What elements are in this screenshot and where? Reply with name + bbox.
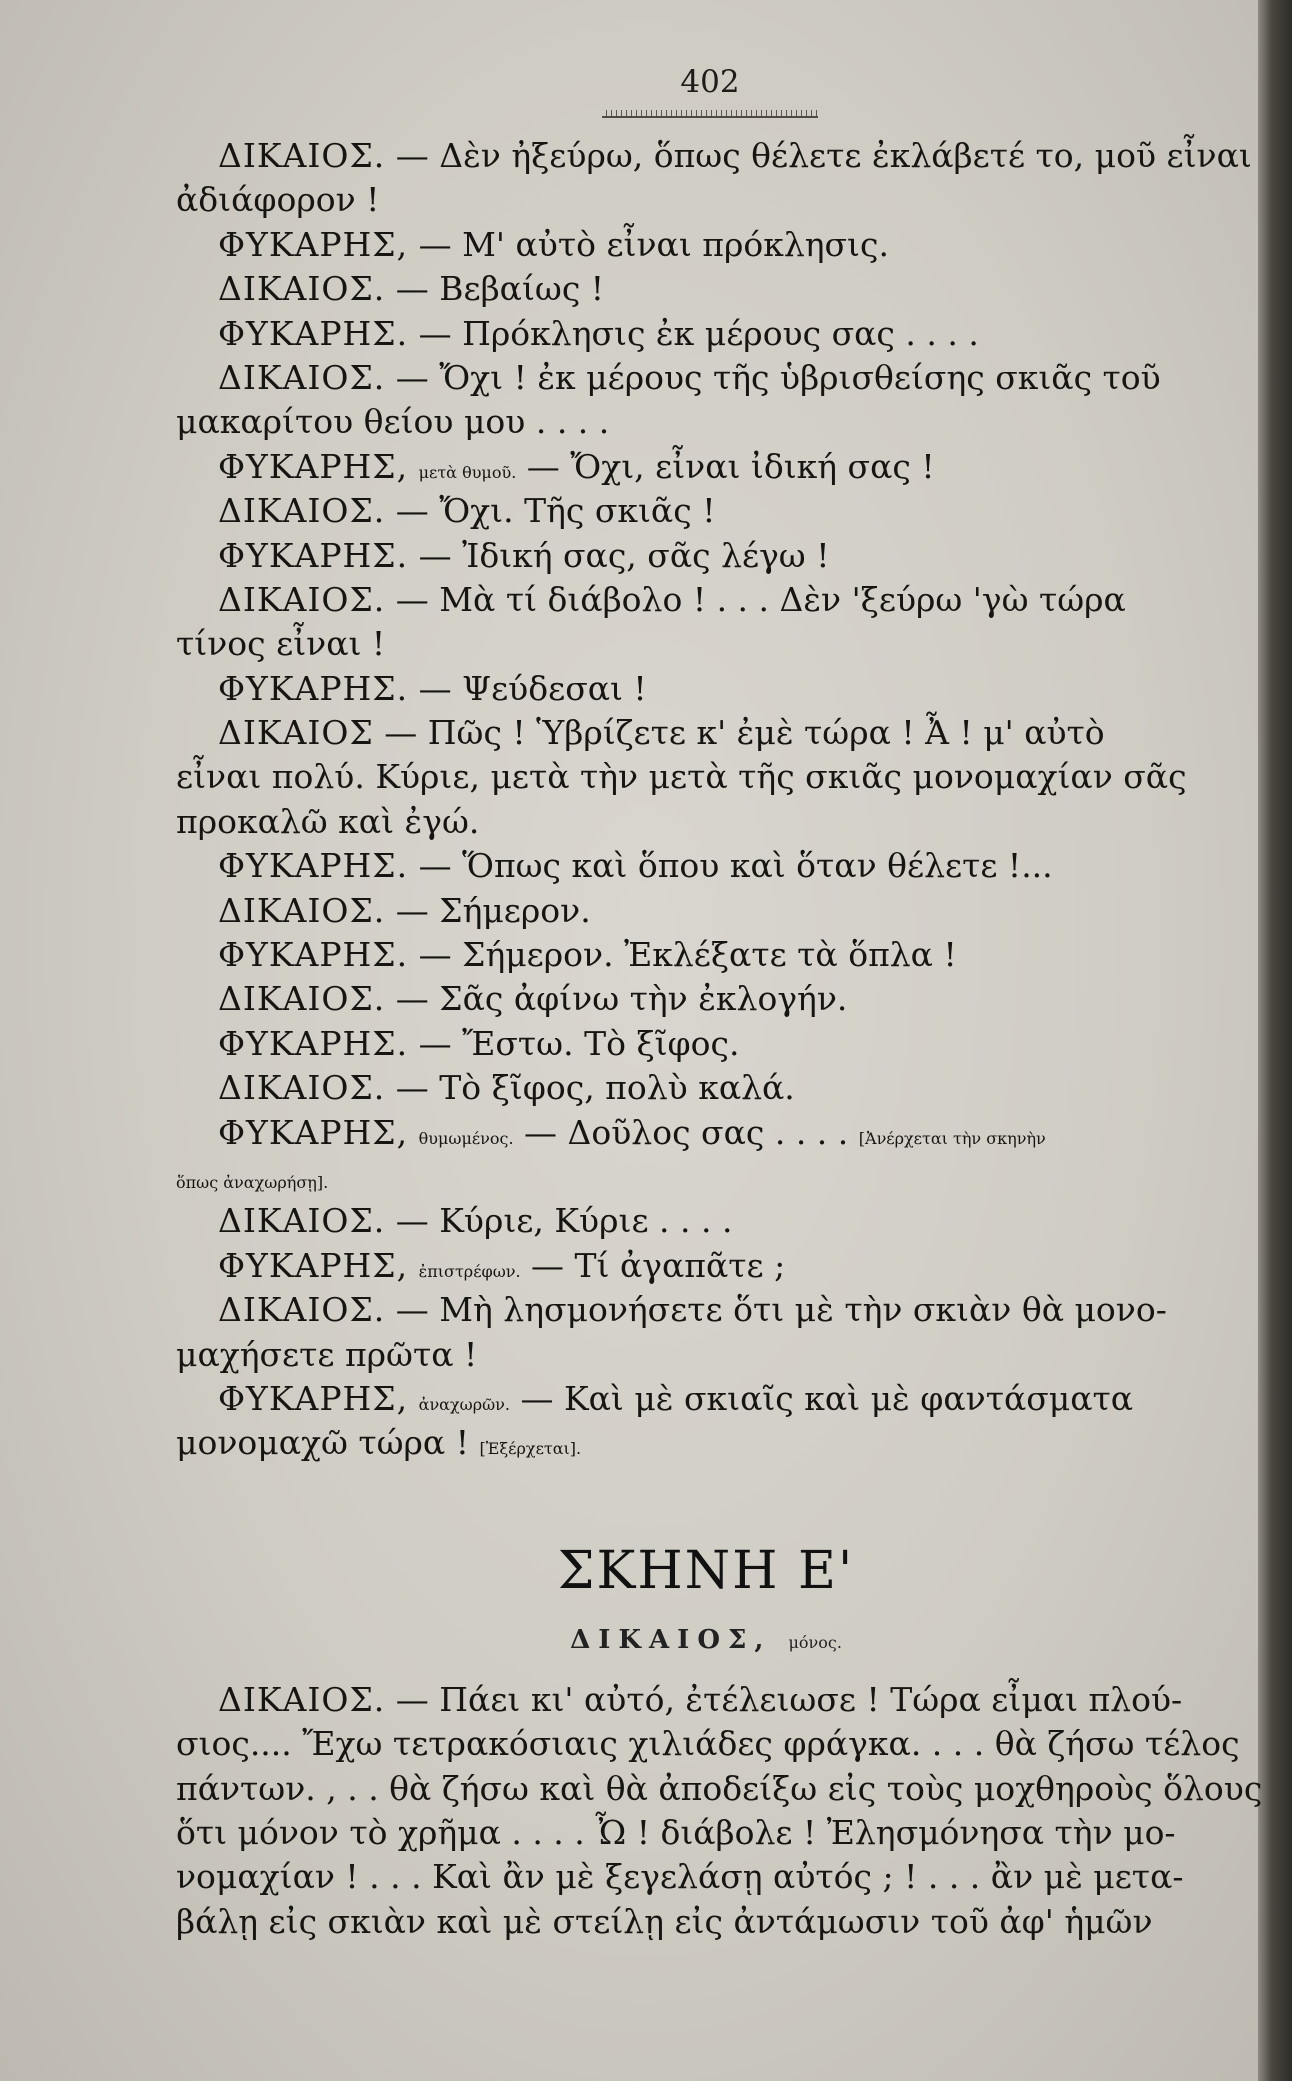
stage-direction: ὅπως ἀναχωρήσῃ]. [176, 1172, 329, 1192]
continuation-line [176, 1900, 1236, 1944]
dialogue-line [176, 312, 1236, 356]
speaker-name: ΦΥΚΑΡΗΣ. [218, 1023, 409, 1063]
line-text: ἀδιάφορον ! [176, 180, 380, 220]
speaker-name: ΔΙΚΑΙΟΣ. [218, 269, 386, 309]
scene-title: ΣΚΗΝΗ Ε' [557, 1540, 855, 1601]
line-text: προκαλῶ καὶ ἐγώ. [176, 801, 480, 841]
line-text: — Δοῦλος σας . . . . [524, 1112, 849, 1152]
dialogue-line [176, 489, 1236, 533]
line-text: σιος.... Ἔχω τετρακόσιαις χιλιάδες φράγκα. . . . θὰ ζήσω τέλος [176, 1724, 1240, 1764]
dialogue-line [176, 977, 1236, 1021]
line-text: — Μ' αὐτὸ εἶναι πρόκλησις. [418, 224, 889, 264]
speaker-name: ΔΙΚΑΙΟΣ. [218, 579, 386, 619]
header-ornament [602, 110, 818, 118]
line-text: — Τὸ ξῖφος, πολὺ καλά. [395, 1068, 795, 1108]
speaker-name: ΦΥΚΑΡΗΣ, [218, 1378, 409, 1418]
dialogue-line [176, 711, 1236, 755]
dialogue-line [176, 356, 1236, 400]
stage-direction: [Ἀνέρχεται τὴν σκηνὴν [858, 1128, 1046, 1148]
dialogue-line [176, 445, 1236, 489]
stage-direction: [Ἐξέρχεται]. [479, 1439, 582, 1459]
dialogue-line [176, 1288, 1236, 1332]
speaker-name: ΦΥΚΑΡΗΣ. [218, 535, 409, 575]
line-text: μονομαχῶ τώρα ! [176, 1423, 480, 1463]
speaker-name: ΔΙΚΑΙΟΣ [218, 713, 374, 753]
dialogue-block [176, 134, 1252, 1466]
speaker-name: ΔΙΚΑΙΟΣ. [218, 1290, 386, 1330]
line-text: νομαχίαν ! . . . Καὶ ἂν μὲ ξεγελάσῃ αὐτός ; ! . . . ἂν μὲ μετα- [176, 1857, 1184, 1897]
stage-direction: μετὰ θυμοῦ. [418, 462, 517, 482]
line-text: — Ψεύδεσαι ! [418, 668, 647, 708]
line-text: — Μὰ τί διάβολο ! . . . Δὲν 'ξεύρω 'γὼ τώρα [395, 579, 1126, 619]
continuation-line [176, 1421, 1236, 1465]
line-text: — Σᾶς ἀφίνω τὴν ἐκλογήν. [395, 979, 848, 1019]
line-text: — Βεβαίως ! [395, 269, 605, 309]
continuation-line [176, 755, 1236, 799]
speaker-name: ΔΙΚΑΙΟΣ. [218, 491, 386, 531]
scene-stage-direction: μόνος. [788, 1632, 842, 1652]
page-number: 402 [680, 64, 740, 100]
continuation-line [176, 1767, 1263, 1811]
continuation-line [176, 1155, 1236, 1199]
dialogue-line [176, 534, 1236, 578]
page-text [176, 134, 1263, 1944]
line-text: — Ἰδική σας, σᾶς λέγω ! [418, 535, 830, 575]
line-text: μαχήσετε πρῶτα ! [176, 1334, 478, 1374]
stage-direction: ἀναχωρῶν. [418, 1394, 510, 1414]
dialogue-line [176, 223, 1236, 267]
speaker-name: ΔΙΚΑΙΟΣ. [218, 1201, 386, 1241]
line-text: — Δὲν ἠξεύρω, ὅπως θέλετε ἐκλάβετέ το, μοῦ εἶναι [395, 136, 1252, 175]
speaker-name: ΦΥΚΑΡΗΣ. [218, 935, 409, 975]
line-text: — Πάει κι' αὐτό, ἐτέλειωσε ! Τώρα εἶμαι πλού- [395, 1679, 1183, 1719]
speaker-name: ΦΥΚΑΡΗΣ. [218, 313, 409, 353]
speaker-name: ΦΥΚΑΡΗΣ. [218, 668, 409, 708]
speaker-name: ΦΥΚΑΡΗΣ. [218, 846, 409, 886]
continuation-line [176, 1855, 1236, 1899]
dialogue-line [176, 1111, 1236, 1155]
line-text: — Ὅπως καὶ ὅπου καὶ ὅταν θέλετε !... [418, 846, 1053, 886]
stage-direction: ἐπιστρέφων. [418, 1261, 521, 1281]
line-text: — Πρόκλησις ἐκ μέρους σας . . . . [418, 313, 979, 353]
line-text: — Ὄχι ! ἐκ μέρους τῆς ὑβρισθείσης σκιᾶς τοῦ [395, 357, 1161, 397]
dialogue-line [176, 578, 1236, 622]
continuation-line [176, 1333, 1236, 1377]
line-text: — Μὴ λησμονήσετε ὅτι μὲ τὴν σκιὰν θὰ μονο- [395, 1290, 1167, 1330]
continuation-line [176, 622, 1236, 666]
continuation-line [176, 800, 1236, 844]
speaker-name: ΔΙΚΑΙΟΣ. [218, 979, 386, 1019]
continuation-line [176, 1722, 1240, 1766]
line-text: βάλῃ εἰς σκιὰν καὶ μὲ στείλῃ εἰς ἀντάμωσιν τοῦ ἀφ' ἡμῶν [176, 1901, 1153, 1941]
line-text: — Ὄχι. Τῆς σκιᾶς ! [395, 491, 716, 531]
line-text: πάντων. , . . θὰ ζήσω καὶ θὰ ἀποδείξω εἰς τοὺς μοχθηροὺς ὅλους [176, 1768, 1263, 1808]
scene-heading: ΔΙΚΑΙΟΣ, μόνος. [570, 1624, 842, 1655]
speaker-name: ΔΙΚΑΙΟΣ. [218, 357, 386, 397]
speaker-name: ΦΥΚΑΡΗΣ, [218, 224, 409, 264]
speaker-name: ΔΙΚΑΙΟΣ. [218, 136, 386, 175]
speaker-name: ΦΥΚΑΡΗΣ, [218, 1112, 409, 1152]
dialogue-line [176, 134, 1252, 178]
speaker-name: ΦΥΚΑΡΗΣ, [218, 1245, 409, 1285]
dialogue-line [176, 267, 1236, 311]
line-text: ὅτι μόνον τὸ χρῆμα . . . . Ὦ ! διάβολε ! Ἐλησμόνησα τὴν μο- [176, 1812, 1176, 1852]
dialogue-line [176, 933, 1236, 977]
line-text: — Σήμερον. [395, 890, 591, 930]
dialogue-line [176, 844, 1236, 888]
dialogue-line [176, 1377, 1236, 1421]
spacer [176, 1668, 1236, 1678]
speaker-name: ΔΙΚΑΙΟΣ. [218, 1679, 386, 1719]
continuation-line [176, 400, 1236, 444]
continuation-line [176, 1811, 1236, 1855]
line-text: — Κύριε, Κύριε . . . . [395, 1201, 733, 1241]
speaker-name: ΦΥΚΑΡΗΣ, [218, 446, 409, 486]
dialogue-line [176, 1244, 1236, 1288]
speaker-name: ΔΙΚΑΙΟΣ. [218, 1068, 386, 1108]
dialogue-line [176, 1066, 1236, 1110]
speaker-name: ΔΙΚΑΙΟΣ. [218, 890, 386, 930]
page-edge-shadow [1258, 0, 1292, 2081]
line-text: — Σήμερον. Ἐκλέξατε τὰ ὅπλα ! [418, 935, 957, 975]
line-text: μακαρίτου θείου μου . . . . [176, 402, 610, 442]
dialogue-line [176, 1678, 1236, 1722]
dialogue-line [176, 889, 1236, 933]
line-text: — Καὶ μὲ σκιαῖς καὶ μὲ φαντάσματα [520, 1378, 1134, 1418]
line-text: εἶναι πολύ. Κύριε, μετὰ τὴν μετὰ τῆς σκιᾶς μονομαχίαν σᾶς [176, 757, 1187, 797]
continuation-line [176, 178, 1236, 222]
dialogue-line [176, 1199, 1236, 1243]
dialogue-line [176, 667, 1236, 711]
line-text: τίνος εἶναι ! [176, 624, 386, 664]
dialogue-line [176, 1022, 1236, 1066]
line-text: — Πῶς ! Ὑβρίζετε κ' ἐμὲ τώρα ! Ἆ ! μ' αὐτὸ [384, 713, 1105, 753]
stage-direction: θυμωμένος. [418, 1128, 514, 1148]
scene-character: ΔΙΚΑΙΟΣ [570, 1624, 755, 1655]
line-text: — Ἔστω. Τὸ ξῖφος. [418, 1023, 740, 1063]
line-text: — Τί ἀγαπᾶτε ; [531, 1245, 786, 1285]
monologue-block [176, 1678, 1263, 1944]
line-text: — Ὄχι, εἶναι ἰδική σας ! [526, 446, 935, 486]
